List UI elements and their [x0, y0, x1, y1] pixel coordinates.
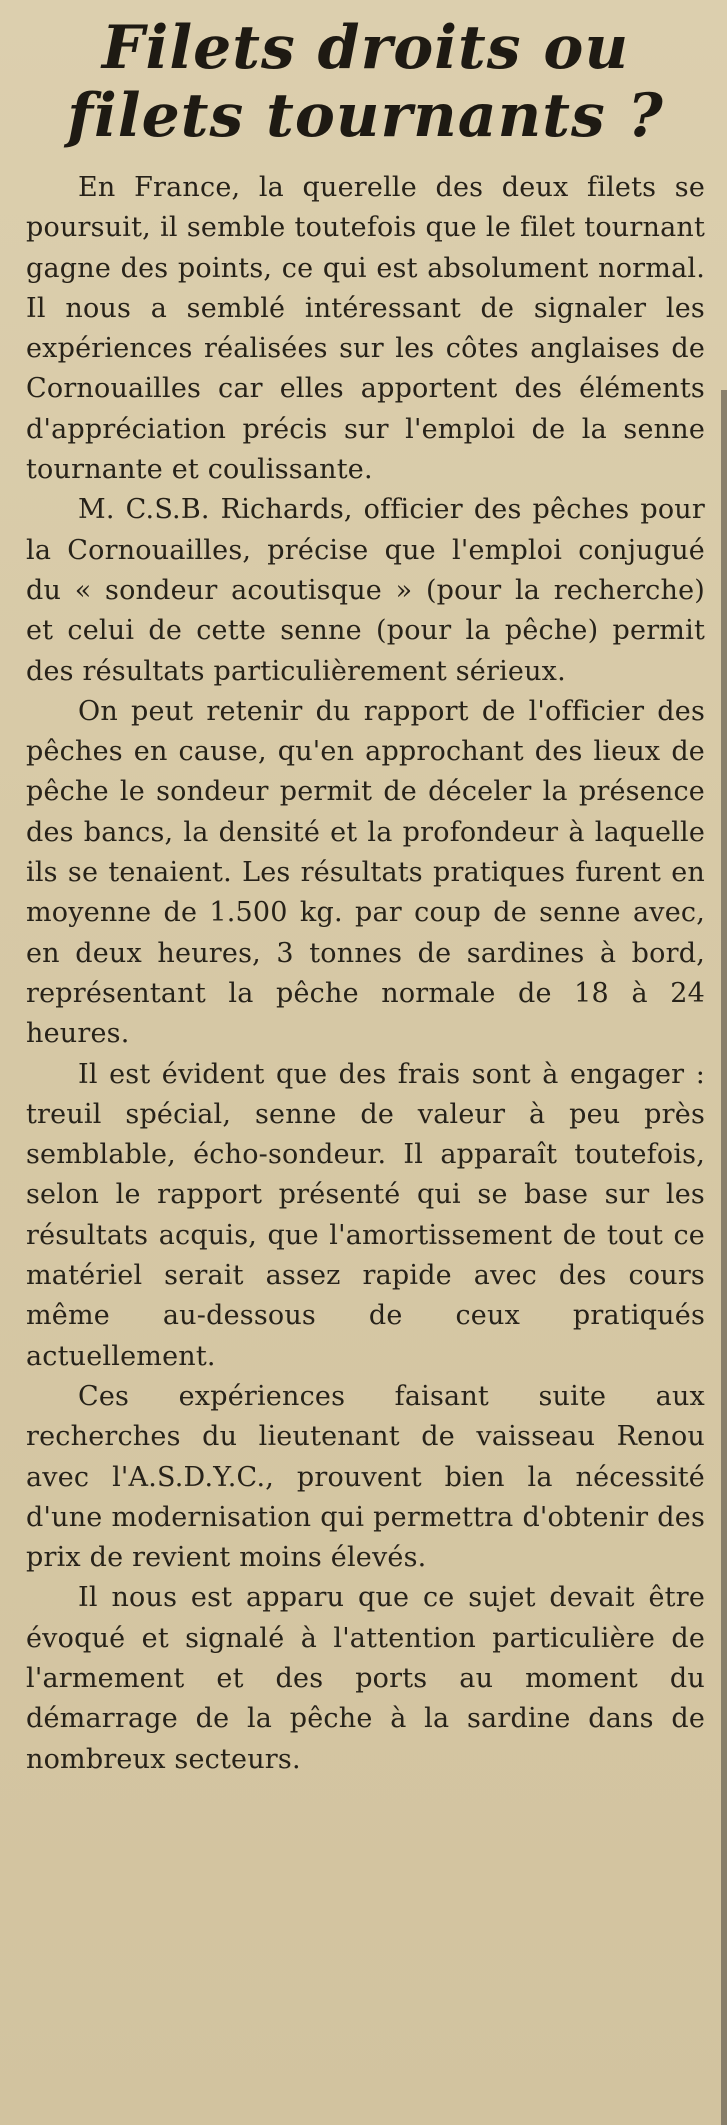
- paragraph-5: Ces expériences faisant suite aux recherches du lieutenant de vaisseau Renou avec l'A.S.D.Y.C., prouvent bien la nécessité d'une modernisation qui permettra d'obtenir des prix de revient moins élevés.: [26, 1380, 705, 1574]
- paragraph-1: En France, la querelle des deux filets se poursuit, il semble toutefois que le filet tournant gagne des points, ce qui est absolument normal. Il nous a semblé intéressant de signaler les expériences réalisées sur les côtes anglaises de Cornouailles car elles apportent des éléments d'appréciation précis sur l'emploi de la senne tournante et coulissante.: [26, 172, 705, 486]
- page-fold-shadow: [721, 390, 727, 2125]
- paragraph-6: Il nous est apparu que ce sujet devait être évoqué et signalé à l'attention particulière de l'armement et des ports au moment du démarrage de la pêche à la sardine dans de nombreux secteurs.: [26, 1582, 705, 1775]
- paragraph-3: On peut retenir du rapport de l'officier des pêches en cause, qu'en approchant des lieux de pêche le sondeur permit de déceler la présence des bancs, la densité et la profondeur à laquelle ils se tenaient. Les résultats pratiques furent en moyenne de 1.500 kg. par coup de senne avec, en deux heures, 3 tonnes de sardines à bord, représentant la pêche normale de 18 à 24 heures.: [26, 695, 705, 1050]
- headline-line-2: filets tournants ?: [67, 81, 664, 151]
- article-body: [26, 168, 705, 1780]
- headline-line-1: Filets droits ou: [101, 13, 630, 83]
- headline: [26, 14, 705, 150]
- paragraph-4: Il est évident que des frais sont à engager : treuil spécial, senne de valeur à peu près semblable, écho-sondeur. Il apparaît toutefois, selon le rapport présenté qui se base sur les résultats acquis, que l'amortissement de tout ce matériel serait assez rapide avec des cours même au-dessous de ceux pratiqués actuellement.: [26, 1058, 705, 1372]
- paragraph-2: M. C.S.B. Richards, officier des pêches pour la Cornouailles, précise que l'emploi conjugué du « sondeur acoutisque » (pour la recherche) et celui de cette senne (pour la pêche) permit des résultats particulièrement sérieux.: [26, 494, 705, 687]
